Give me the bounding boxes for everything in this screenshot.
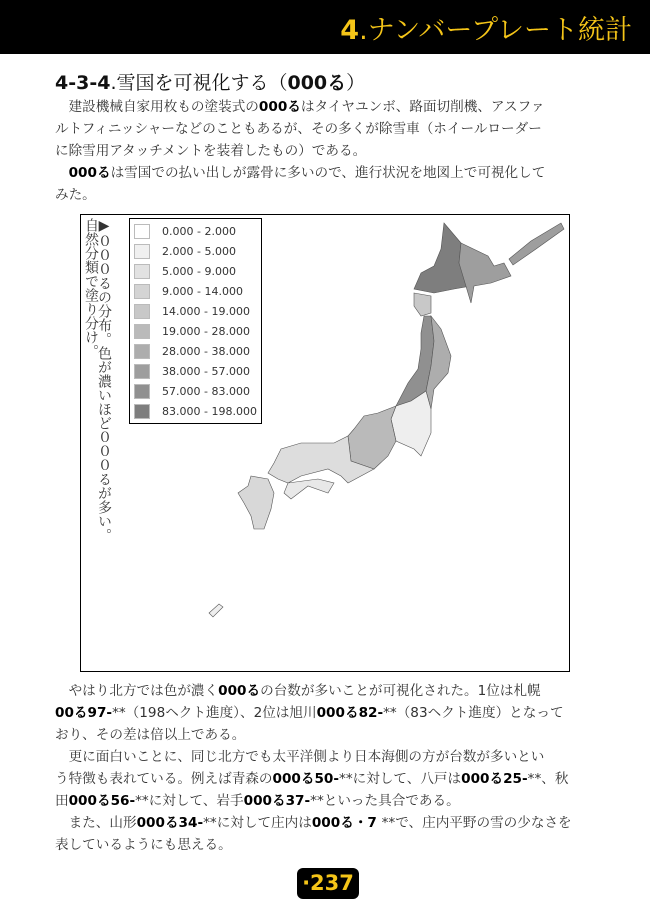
legend-swatch bbox=[134, 264, 150, 279]
text-run: **に対して、八戸は bbox=[339, 771, 462, 787]
legend-item bbox=[134, 301, 261, 321]
map-region-okinawa bbox=[209, 604, 223, 617]
legend-swatch bbox=[134, 224, 150, 239]
plate-code: 000る82- bbox=[316, 705, 384, 721]
legend-swatch bbox=[134, 304, 150, 319]
text-line bbox=[55, 835, 232, 855]
text-run: おり、その差は倍以上である。 bbox=[55, 727, 246, 743]
legend-item bbox=[134, 362, 261, 382]
legend-label: 57.000 - 83.000 bbox=[162, 385, 250, 399]
legend-label: 38.000 - 57.000 bbox=[162, 365, 250, 379]
legend-swatch bbox=[134, 344, 150, 359]
text-run: **、秋 bbox=[527, 771, 569, 787]
section-title-text: .雪国を可視化する（ bbox=[110, 72, 288, 94]
text-run: は雪国での払い出しが露骨に多いので、進行状況を地図上で可視化して bbox=[110, 165, 546, 181]
text-run: やはり北方では色が濃く bbox=[55, 683, 219, 699]
plate-code: 000る34- bbox=[136, 815, 204, 831]
map-region-kurils bbox=[509, 223, 564, 265]
plate-code: 000る bbox=[218, 683, 261, 699]
legend-swatch bbox=[134, 384, 150, 399]
map-region-shikoku bbox=[284, 479, 334, 499]
legend-swatch bbox=[134, 324, 150, 339]
text-line bbox=[55, 747, 544, 767]
section-title bbox=[55, 68, 365, 95]
text-run: **といった具合である。 bbox=[310, 793, 460, 809]
text-run: 更に面白いことに、同じ北方でも太平洋側より日本海側の方が台数が多いとい bbox=[55, 749, 545, 765]
text-line bbox=[55, 141, 366, 161]
text-run: また、山形 bbox=[55, 815, 137, 831]
legend-item bbox=[134, 321, 261, 341]
legend-swatch bbox=[134, 404, 150, 419]
text-line bbox=[55, 813, 572, 833]
legend-swatch bbox=[134, 244, 150, 259]
legend-item bbox=[134, 342, 261, 362]
plate-code: 000る56- bbox=[68, 793, 136, 809]
legend-item bbox=[134, 261, 261, 281]
legend-label: 5.000 - 9.000 bbox=[162, 264, 236, 278]
plate-code: 000る37- bbox=[243, 793, 311, 809]
plate-code: 000る25- bbox=[461, 771, 528, 787]
page-number: ·237 bbox=[297, 868, 359, 899]
map-region-hokkaido-east bbox=[459, 243, 511, 303]
legend-label: 83.000 - 198.000 bbox=[162, 405, 257, 419]
map-region-chubu bbox=[348, 406, 396, 469]
map-region-oshima bbox=[414, 293, 431, 316]
section-code: 000る bbox=[287, 72, 347, 94]
text-run: 表しているようにも思える。 bbox=[55, 837, 232, 853]
plate-code: 00る97- bbox=[55, 705, 113, 721]
chapter-title-text: .ナンバープレート統計 bbox=[359, 15, 632, 46]
text-run: **で、庄内平野の雪の少なさを bbox=[381, 815, 572, 831]
text-run: ルトフィニッシャーなどのこともあるが、その多くが除雪車（ホイールローダー bbox=[55, 121, 542, 137]
text-run: う特徴も表れている。例えば青森の bbox=[55, 771, 273, 787]
section-number: 4-3-4 bbox=[55, 72, 111, 94]
legend-item bbox=[134, 402, 261, 422]
legend-label: 2.000 - 5.000 bbox=[162, 244, 236, 258]
text-line bbox=[55, 791, 460, 811]
text-run: 田 bbox=[55, 793, 69, 809]
text-run: の台数が多いことが可視化された。1位は札幌 bbox=[260, 683, 541, 699]
figure-caption: ▶０００るの分布。色が濃いほど０００るが多い。 自然分類で塗り分け。 bbox=[83, 218, 112, 542]
section-title-close: ） bbox=[346, 72, 366, 94]
text-run bbox=[55, 165, 69, 181]
plate-code: 000る・7 bbox=[311, 815, 382, 831]
legend-label: 19.000 - 28.000 bbox=[162, 325, 250, 339]
chapter-number: 4 bbox=[340, 15, 360, 46]
text-run: **（198ヘクト進度）、2位は旭川 bbox=[112, 705, 317, 721]
text-run: はタイヤユンボ、路面切削機、アスファ bbox=[300, 99, 545, 115]
legend-item bbox=[134, 221, 261, 241]
text-run: に除雪用アタッチメントを装着したもの）である。 bbox=[55, 143, 367, 159]
legend-swatch bbox=[134, 284, 150, 299]
text-line bbox=[55, 97, 545, 117]
text-run: **に対して、岩手 bbox=[135, 793, 244, 809]
legend-item bbox=[134, 281, 261, 301]
plate-code: 000る bbox=[258, 99, 301, 115]
text-line bbox=[55, 185, 96, 205]
legend-label: 9.000 - 14.000 bbox=[162, 284, 243, 298]
legend-item bbox=[134, 382, 261, 402]
legend-swatch bbox=[134, 364, 150, 379]
text-line bbox=[55, 725, 245, 745]
text-run: 建設機械自家用枚もの塗装式の bbox=[55, 99, 259, 115]
text-line bbox=[55, 119, 542, 139]
legend-label: 28.000 - 38.000 bbox=[162, 345, 250, 359]
legend-label: 0.000 - 2.000 bbox=[162, 224, 236, 238]
plate-code: 000る50- bbox=[272, 771, 340, 787]
legend-item bbox=[134, 241, 261, 261]
map-region-kyushu bbox=[238, 476, 274, 529]
text-line bbox=[55, 703, 564, 723]
text-run: みた。 bbox=[55, 187, 96, 203]
text-run: **に対して庄内は bbox=[203, 815, 312, 831]
map-legend bbox=[129, 218, 262, 424]
chapter-header bbox=[0, 0, 650, 54]
text-run: **（83ヘクト進度）となって bbox=[383, 705, 564, 721]
chapter-title bbox=[340, 8, 632, 47]
plate-code: 000る bbox=[68, 165, 111, 181]
text-line bbox=[55, 769, 568, 789]
text-line bbox=[55, 163, 545, 183]
legend-label: 14.000 - 19.000 bbox=[162, 304, 250, 318]
text-line bbox=[55, 681, 541, 701]
map-region-kanto bbox=[391, 391, 431, 456]
